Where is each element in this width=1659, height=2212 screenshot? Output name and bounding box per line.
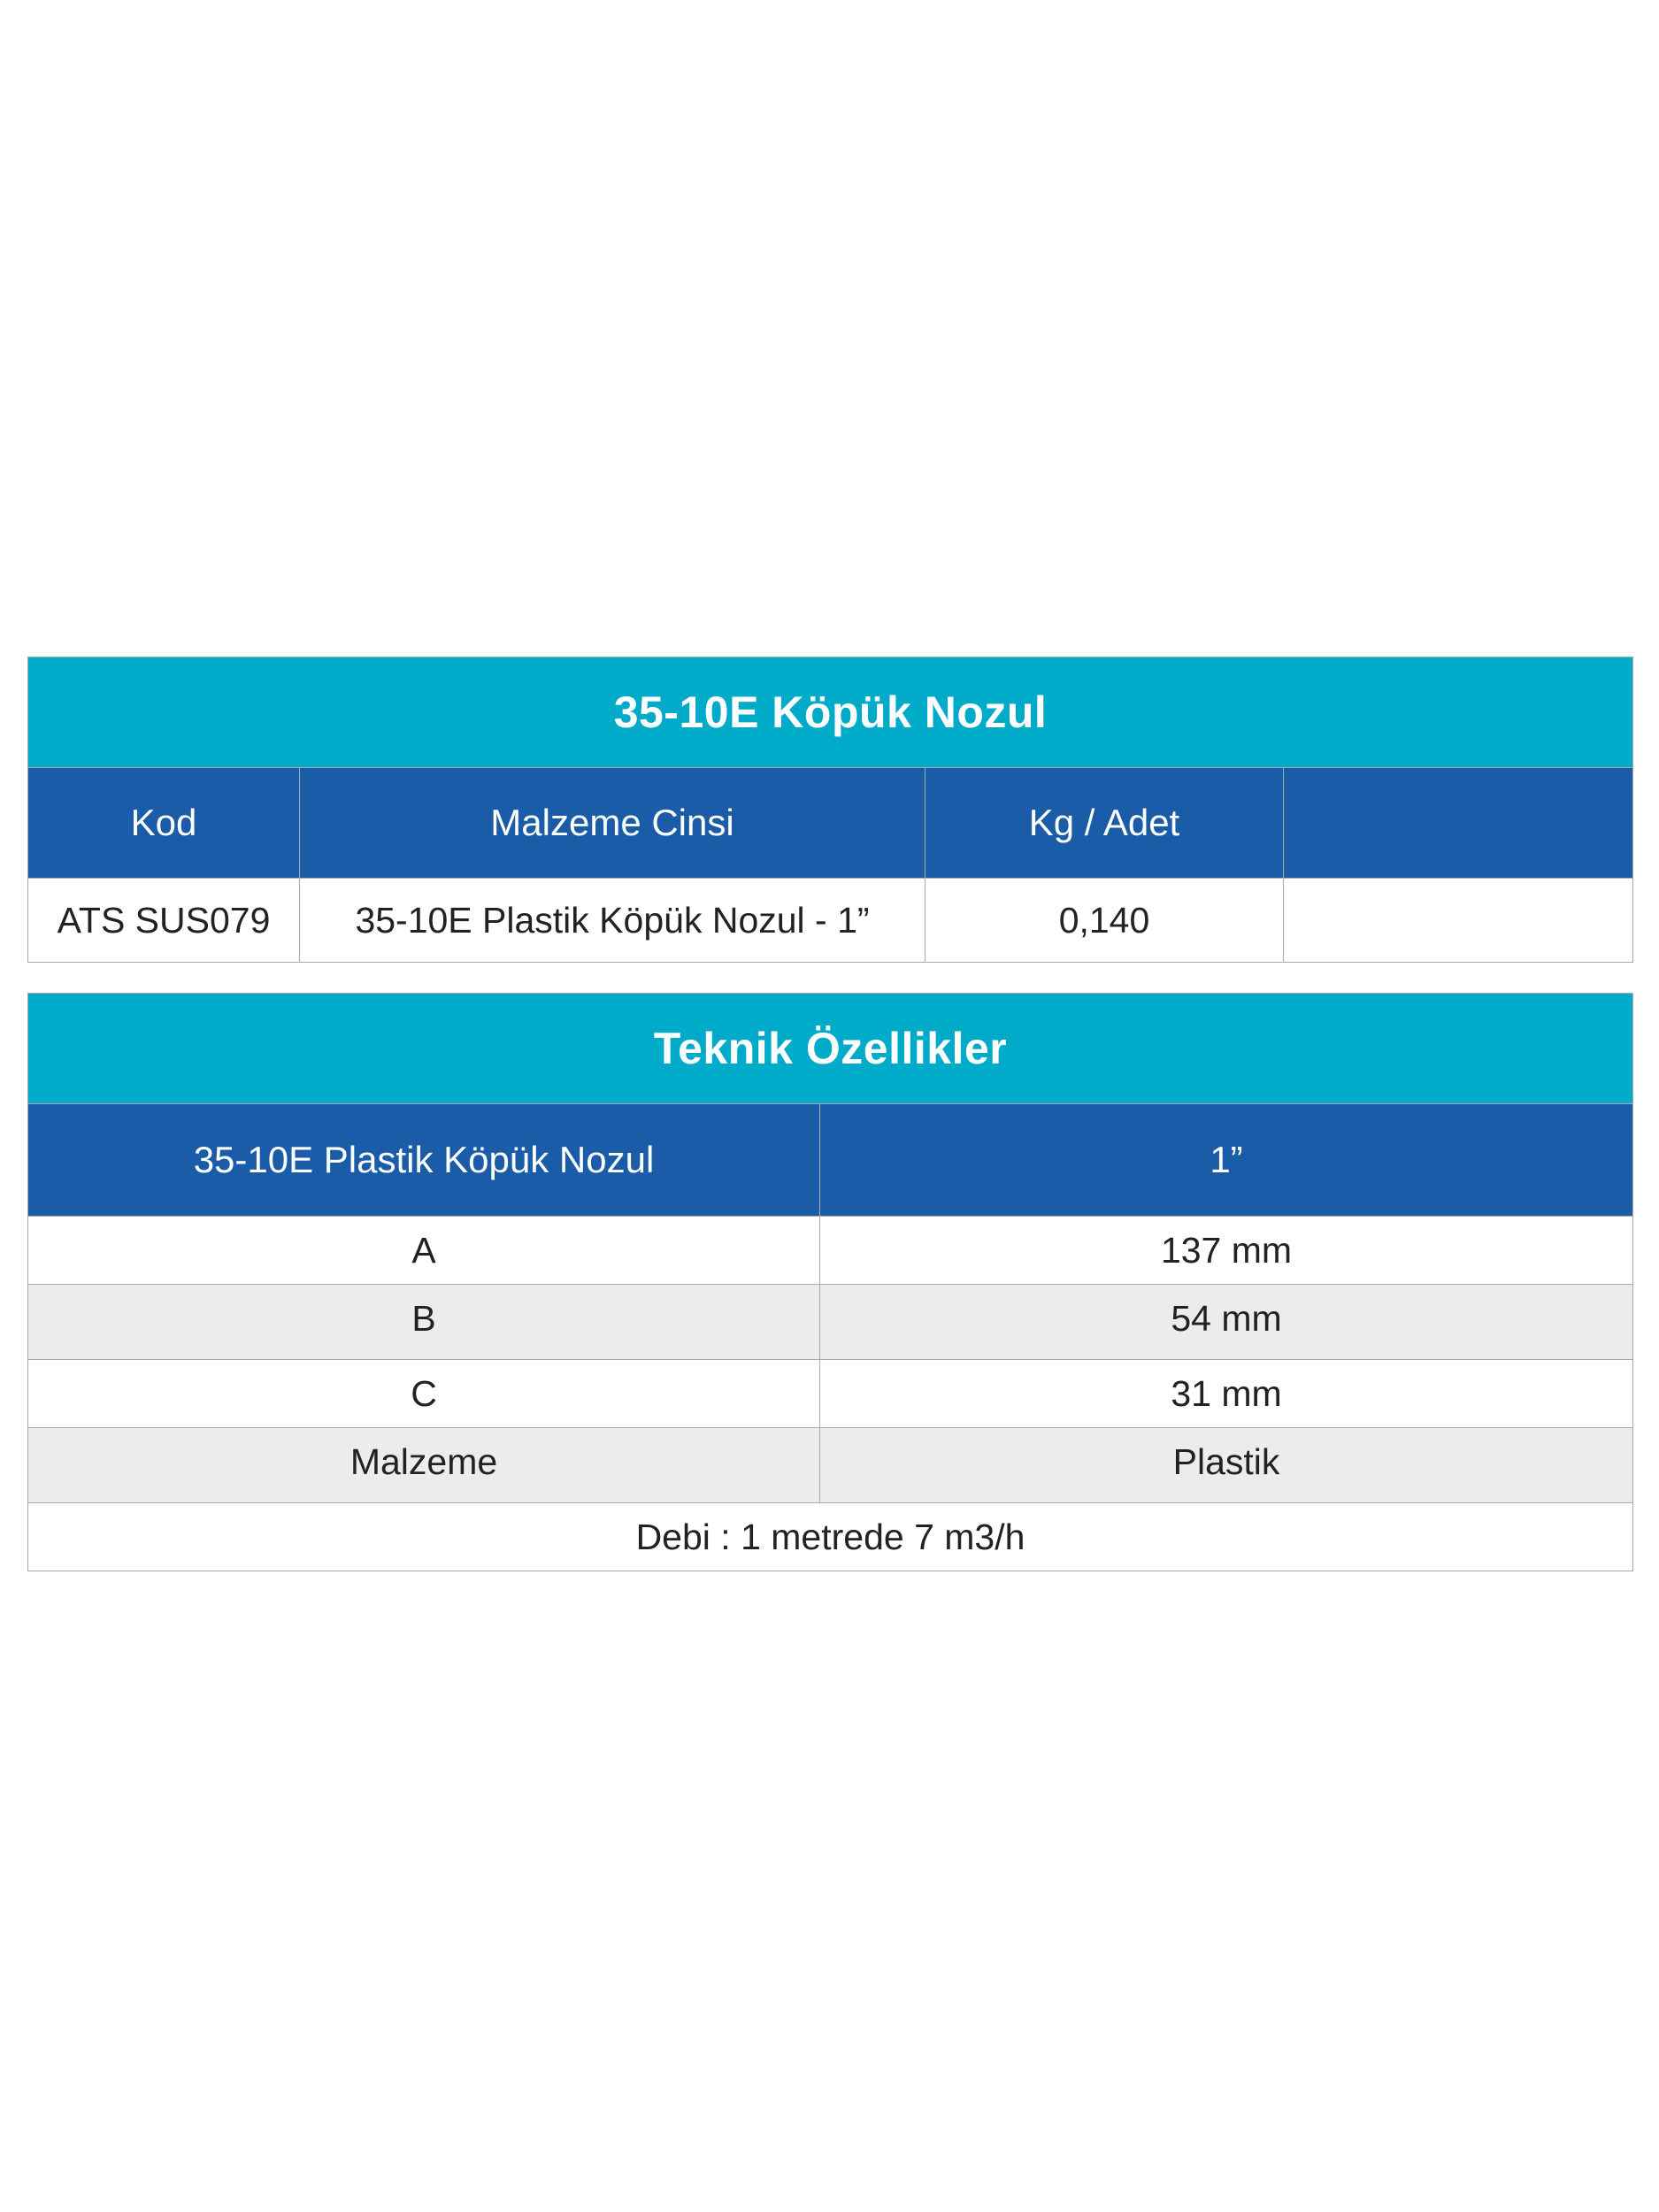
column-header-kg-adet: Kg / Adet: [926, 768, 1284, 879]
spec-value: Plastik: [820, 1428, 1633, 1503]
specs-header-product: 35-10E Plastik Köpük Nozul: [28, 1104, 820, 1217]
column-header-empty: [1284, 768, 1633, 879]
specs-table-title: Teknik Özellikler: [28, 994, 1633, 1104]
product-table: [27, 657, 1633, 963]
table-row: [28, 1360, 1633, 1428]
cell-kg-adet: 0,140: [926, 879, 1284, 963]
product-table-title: 35-10E Köpük Nozul: [28, 657, 1633, 768]
table-row: [28, 1217, 1633, 1285]
product-header-row: [28, 768, 1633, 879]
column-header-kod: Kod: [28, 768, 300, 879]
table-row: [28, 1285, 1633, 1360]
product-title-row: [28, 657, 1633, 768]
spec-label: B: [28, 1285, 820, 1360]
cell-malzeme-cinsi: 35-10E Plastik Köpük Nozul - 1”: [300, 879, 926, 963]
spec-label: C: [28, 1360, 820, 1428]
spec-value: 31 mm: [820, 1360, 1633, 1428]
spec-value: 137 mm: [820, 1217, 1633, 1285]
column-header-malzeme-cinsi: Malzeme Cinsi: [300, 768, 926, 879]
spec-label: Malzeme: [28, 1428, 820, 1503]
flow-rate-note: Debi : 1 metrede 7 m3/h: [28, 1503, 1633, 1571]
specs-header-size: 1”: [820, 1104, 1633, 1217]
specs-table: [27, 993, 1633, 1571]
specs-title-row: [28, 994, 1633, 1104]
cell-empty: [1284, 879, 1633, 963]
cell-kod: ATS SUS079: [28, 879, 300, 963]
note-row: [28, 1503, 1633, 1571]
spec-label: A: [28, 1217, 820, 1285]
spec-value: 54 mm: [820, 1285, 1633, 1360]
table-row: [28, 1428, 1633, 1503]
specs-header-row: [28, 1104, 1633, 1217]
table-row: [28, 879, 1633, 963]
